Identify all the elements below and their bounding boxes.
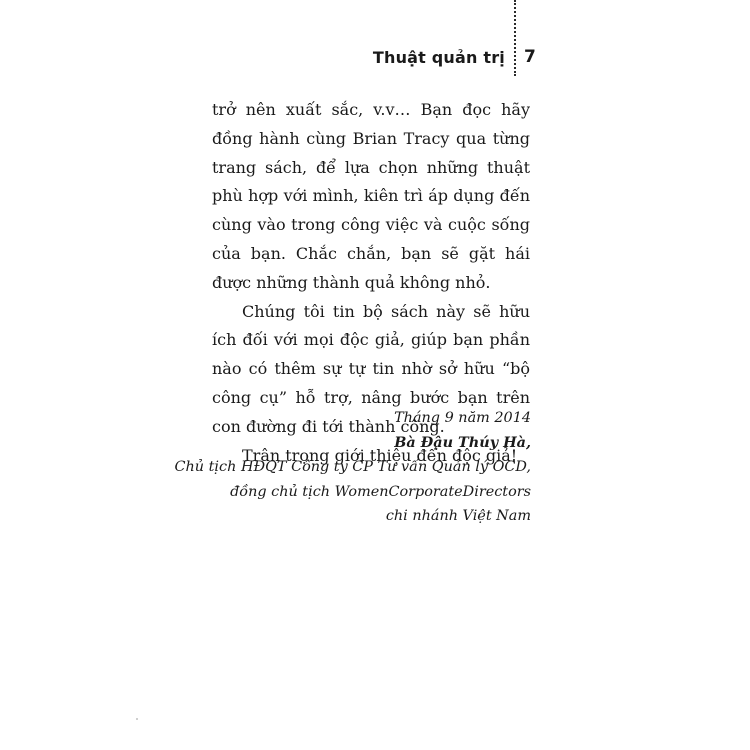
signature-date: Tháng 9 năm 2014: [394, 410, 531, 426]
page-number: 7: [524, 47, 536, 67]
paragraph-closing: Trân trọng giới thiệu đến độc giả!: [242, 445, 518, 465]
header-dotted-rule: [514, 0, 516, 76]
running-header-title: Thuật quản trị: [372, 48, 505, 67]
signature-block: [175, 406, 531, 529]
paragraph-belief: Chúng tôi tin bộ sách này sẽ hữu ích đối với mọi độc giả, giúp bạn phần nào có thêm sự tự tin nhờ sở hữu “bộ công cụ” hỗ trợ, nâng bước bạn trên con đường đi tới thành công.: [212, 301, 530, 436]
signature-title-line-2: đồng chủ tịch WomenCorporateDirectors: [230, 483, 531, 500]
paragraph-continuation: trở nên xuất sắc, v.v… Bạn đọc hãy đồng hành cùng Brian Tracy qua từng trang sách, để lựa chọn những thuật phù hợp với mình, kiên trì áp dụng đến cùng vào trong công việc và cuộc sống của bạn. Chắc chắn, bạn sẽ gặt hái được những thành quả không nhỏ.: [212, 100, 530, 292]
scan-speck: [136, 718, 138, 720]
signature-name: Bà Đậu Thúy Hà,: [394, 433, 531, 451]
signature-title-line-3: chi nhánh Việt Nam: [385, 508, 531, 525]
signature-title-line-1: Chủ tịch HĐQT Công ty CP Tư vấn Quản lý OCD,: [174, 459, 531, 476]
